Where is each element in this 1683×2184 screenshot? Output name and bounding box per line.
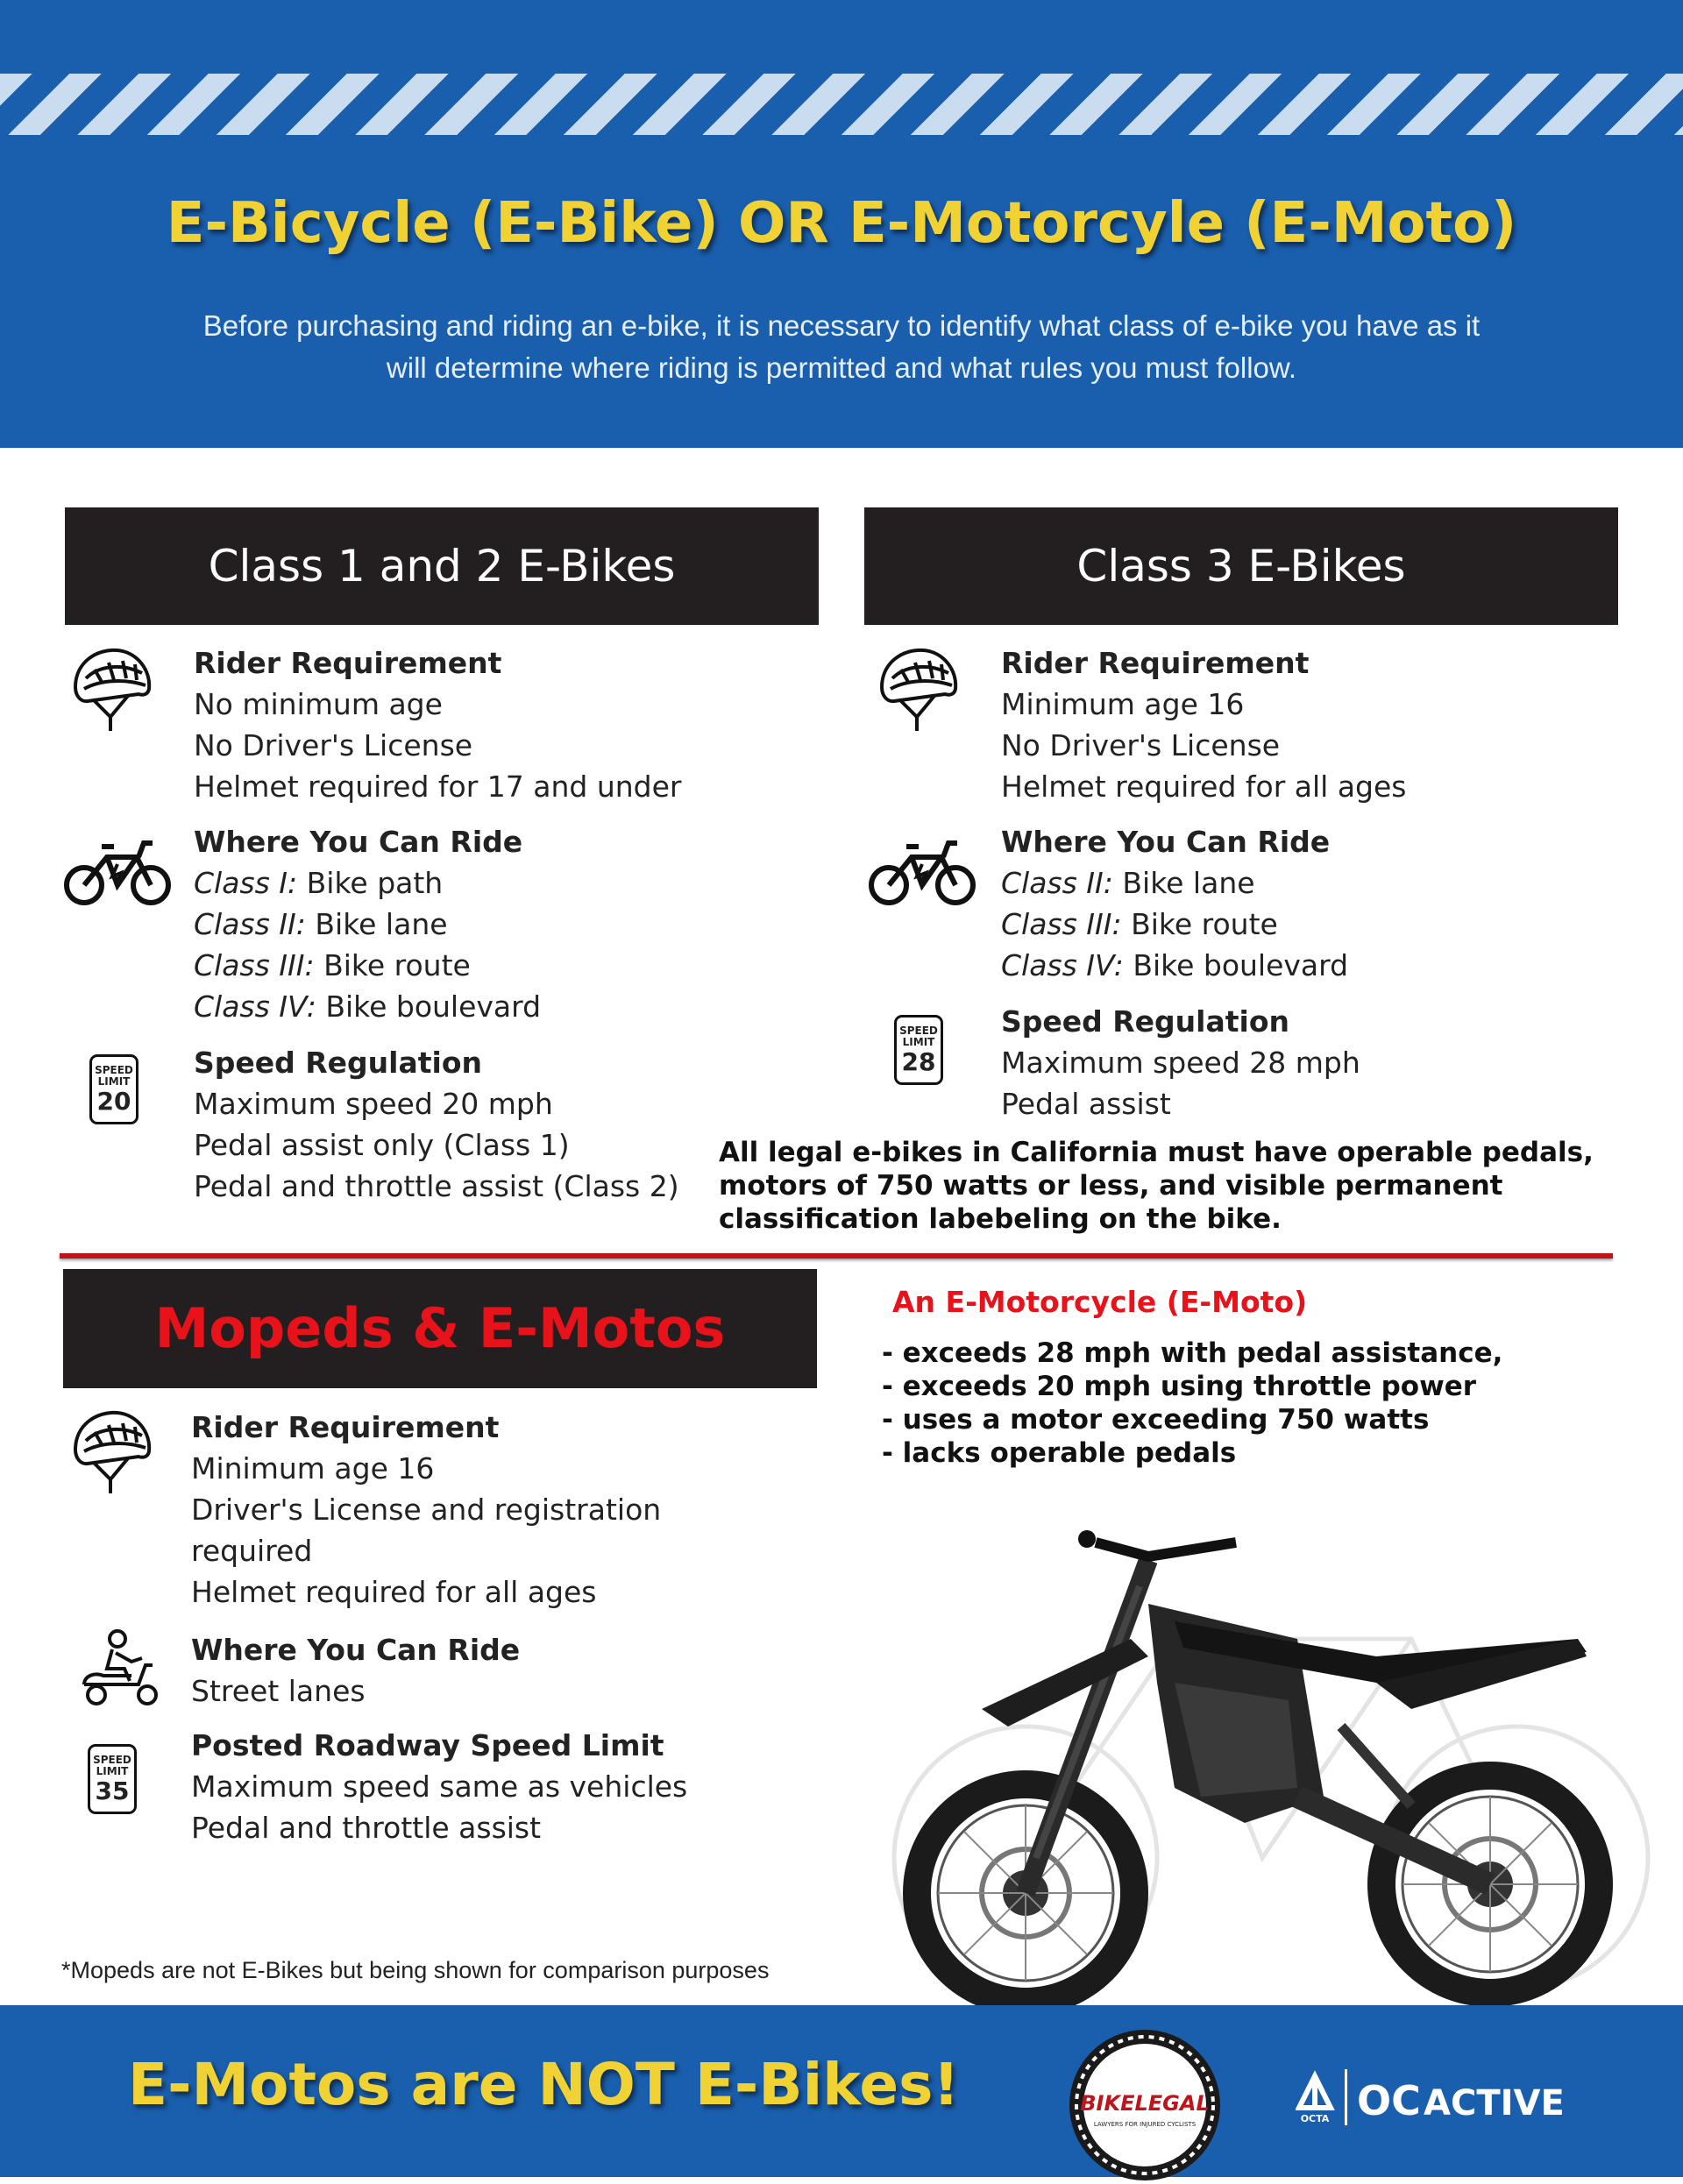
oc-text: OC [1357,2077,1421,2124]
moped-rider-block [191,1407,661,1613]
sign-text: LIMIT [97,1075,131,1088]
speed-limit-sign-icon [89,1054,138,1124]
active-text: ACTIVE [1424,2083,1565,2124]
rider-line: Helmet required for 17 and under [194,769,682,804]
class3-heading: Class 3 E-Bikes [864,507,1618,625]
class-label: Class IV: [1001,948,1124,982]
class12-speed-block [194,1042,679,1207]
speed-line: Maximum speed 28 mph [1001,1046,1360,1080]
rider-line: required [191,1534,313,1568]
where-line [1001,945,1348,986]
class-label: Class II: [1001,866,1113,900]
class3-rider-block [1001,642,1407,807]
where-you-can-ride-heading: Where You Can Ride [1001,825,1331,859]
sign-text: SPEED [95,1064,133,1076]
speed-regulation-heading: Speed Regulation [194,1046,483,1080]
emoto-definition-title: An E-Motorcycle (E-Moto) [892,1285,1308,1319]
rider-line: Helmet required for all ages [191,1575,597,1609]
class-text: Bike boulevard [1123,948,1349,982]
rider-requirement-heading: Rider Requirement [191,1410,500,1444]
where-line [194,862,541,904]
where-line [1001,904,1348,945]
moped-where-block [191,1629,520,1712]
octa-ocactive-logo [1296,2064,1594,2134]
where-line [194,904,541,945]
speed-limit-sign-icon [894,1015,943,1085]
class-text: Bike lane [1112,866,1255,900]
rider-requirement-heading: Rider Requirement [1001,646,1310,680]
class-text: Bike route [314,948,471,982]
speed-line: Pedal assist [1001,1087,1171,1121]
sign-number: 20 [96,1087,131,1116]
sign-text: SPEED [899,1025,938,1037]
class-label: Class II: [194,907,306,941]
speed-line: Pedal assist only (Class 1) [194,1128,570,1162]
rider-line: Helmet required for all ages [1001,769,1407,804]
rider-line: Driver's License and registration [191,1493,662,1527]
posted-speed-limit-heading: Posted Roadway Speed Limit [191,1728,664,1762]
emoto-criterion: - uses a motor exceeding 750 watts [882,1404,1430,1436]
sign-text: LIMIT [96,1765,129,1777]
class-text: Bike path [297,866,444,900]
ebike-icon [868,838,976,908]
sign-number: 28 [901,1047,936,1076]
emoto-criteria-list [882,1337,1502,1470]
speed-line: Maximum speed same as vehicles [191,1769,688,1804]
class-label: Class IV: [194,989,316,1024]
section-divider [60,1253,1613,1259]
class-text: Bike route [1121,907,1278,941]
class-label: Class III: [1001,907,1122,941]
emoto-photo [885,1507,1657,2033]
where-you-can-ride-heading: Where You Can Ride [191,1633,521,1667]
speed-line: Pedal and throttle assist (Class 2) [194,1169,679,1203]
speed-line: Pedal and throttle assist [191,1811,542,1845]
rider-line: No Driver's License [194,728,473,762]
sign-text: SPEED [93,1754,131,1766]
moped-speed-block [191,1725,687,1848]
sign-text: LIMIT [902,1036,935,1048]
class-label: Class I: [194,866,298,900]
where-line [194,945,541,986]
class-text: Bike lane [305,907,448,941]
where-you-can-ride-heading: Where You Can Ride [194,825,523,859]
sign-number: 35 [95,1776,130,1805]
class12-rider-block [194,642,682,807]
rider-line: No minimum age [194,687,443,721]
page-title: E-Bicycle (E-Bike) OR E-Motorcyle (E-Moto) [166,191,1517,256]
speed-line: Maximum speed 20 mph [194,1087,553,1121]
where-line [194,986,541,1027]
rider-line: Minimum age 16 [191,1451,435,1486]
emoto-criterion: - lacks operable pedals [882,1437,1237,1469]
emoto-criterion: - exceeds 28 mph with pedal assistance, [882,1337,1503,1369]
rider-line: Minimum age 16 [1001,687,1245,721]
moped-heading: Mopeds & E-Motos [63,1269,817,1388]
bikelegal-logo-tagline: LAWYERS FOR INJURED CYCLISTS [1093,2121,1197,2128]
octa-text: OCTA [1300,2113,1330,2124]
speed-regulation-heading: Speed Regulation [1001,1004,1290,1039]
class12-where-block [194,821,541,1027]
class3-speed-block [1001,1001,1360,1124]
class-label: Class III: [194,948,315,982]
rider-requirement-heading: Rider Requirement [194,646,502,680]
legal-ebike-note: All legal e-bikes in California must have operable pedals, motors of 750 watts or less, and visible permanent classification labebeling on the bike. [719,1137,1594,1235]
class-text: Bike boulevard [316,989,542,1024]
where-line: Street lanes [191,1674,366,1708]
footer-slogan: E-Motos are NOT E-Bikes! [128,2051,960,2118]
helmet-icon [877,643,961,733]
bikelegal-logo-text: BIKELEGAL [1080,2091,1210,2116]
emoto-criterion: - exceeds 20 mph using throttle power [882,1371,1477,1402]
helmet-icon [70,643,154,733]
hazard-stripes [0,74,1683,135]
intro-text: Before purchasing and riding an e-bike, it is necessary to identify what class of e-bike you have as it will determine where riding is permitted and what rules you must follow. [202,309,1481,384]
moped-footnote: *Mopeds are not E-Bikes but being shown for comparison purposes [61,1957,770,1983]
class12-heading: Class 1 and 2 E-Bikes [65,507,819,625]
bikelegal-logo [1066,2026,1224,2184]
rider-line: No Driver's License [1001,728,1281,762]
ebike-icon [63,838,172,908]
speed-limit-sign-icon [88,1744,137,1814]
helmet-icon [70,1406,154,1495]
moped-rider-icon [77,1628,165,1709]
where-line [1001,862,1348,904]
class3-where-block [1001,821,1348,986]
